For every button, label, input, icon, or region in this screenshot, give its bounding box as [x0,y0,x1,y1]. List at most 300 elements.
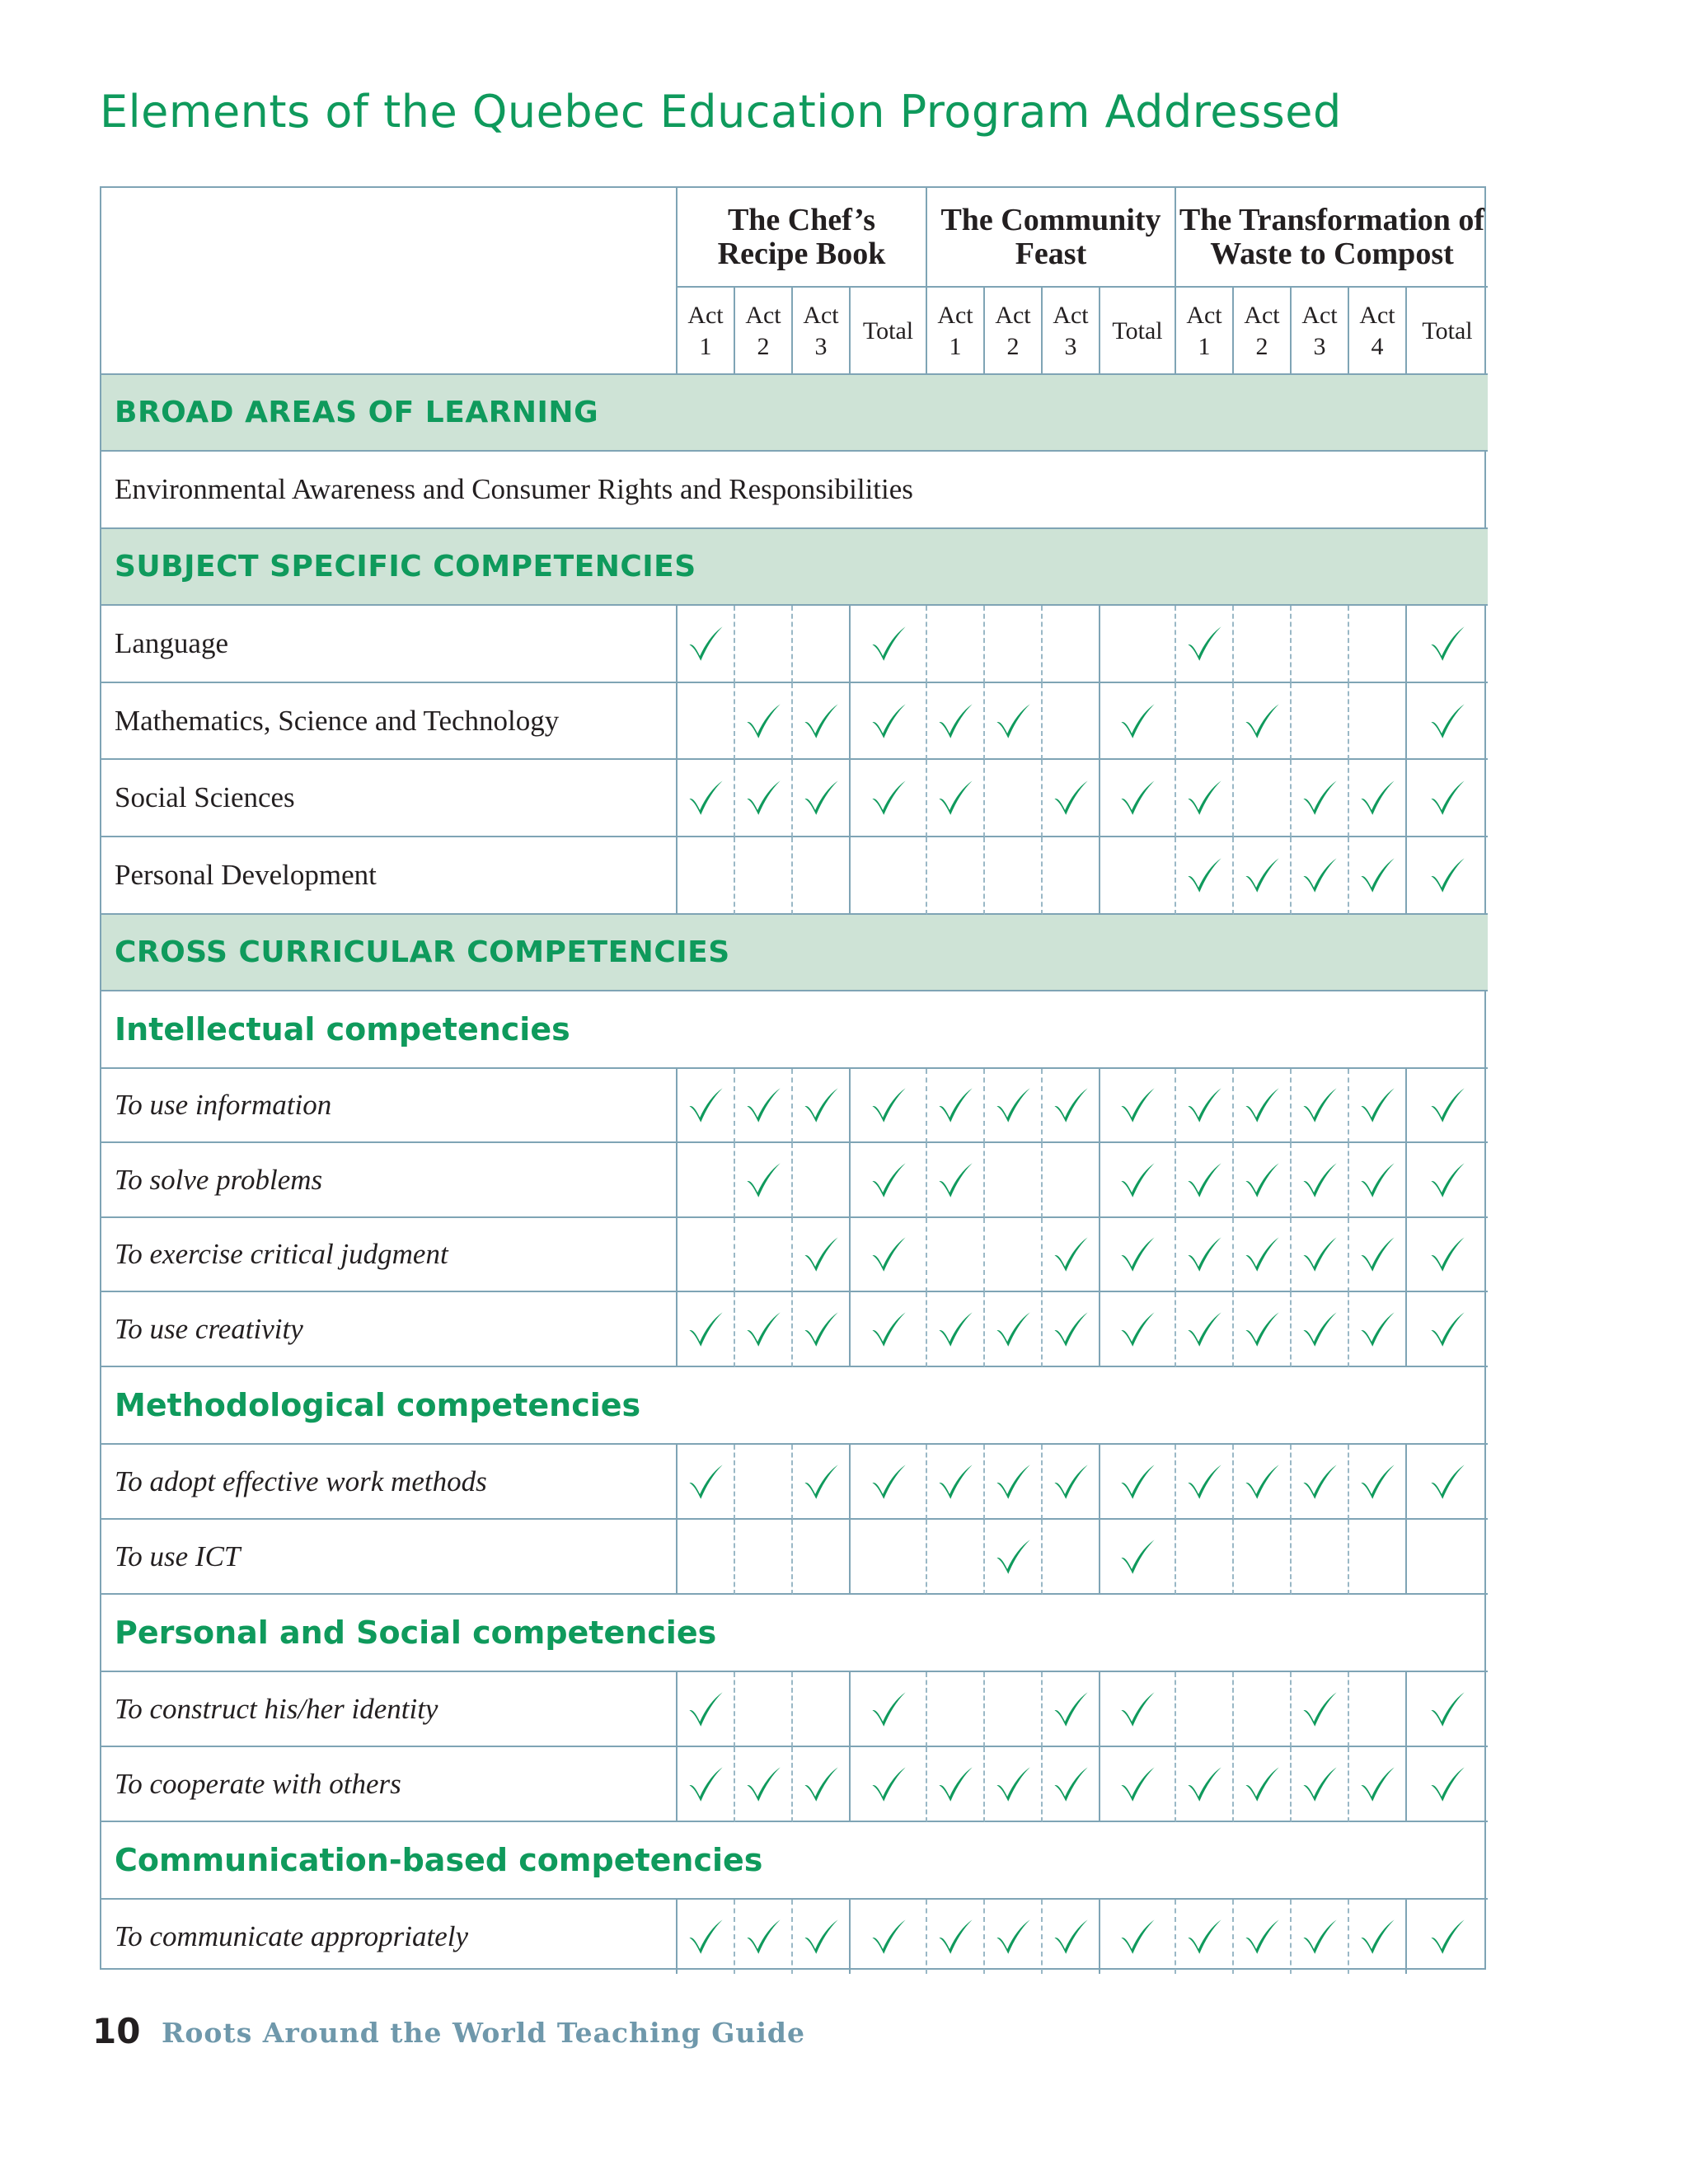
activity-column-label-line: Act [995,302,1031,329]
check-cell [678,1292,735,1367]
checkmark-icon [1243,1086,1281,1124]
checkmark-icon [1358,1235,1396,1273]
competency-category: Methodological competencies [101,1367,1488,1445]
check-cell [851,1520,927,1595]
row-label: Language [101,606,678,683]
check-cell [793,1747,851,1822]
checkmark-icon [1358,1310,1396,1348]
check-cell [1349,1900,1407,1974]
checkmark-icon [1185,1310,1223,1348]
row-label: Social Sciences [101,760,678,837]
checkmark-icon [1358,1161,1396,1199]
activity-column-label-line: Act [1301,302,1338,329]
checkmark-icon [1301,1161,1339,1199]
check-cell [678,1900,735,1974]
checkmark-icon [1243,1463,1281,1501]
check-cell [927,1900,985,1974]
check-cell [985,1445,1043,1520]
check-cell [678,760,735,837]
check-cell [735,1445,793,1520]
check-cell [1100,1747,1176,1822]
activity-column-label-line: Act [803,302,839,329]
check-cell [1407,1143,1488,1218]
check-cell [851,1218,927,1292]
checkmark-icon [1428,1235,1466,1273]
check-cell [1292,1292,1349,1367]
competency-category: Personal and Social competencies [101,1595,1488,1672]
check-cell [678,1069,735,1143]
checkmark-icon [1243,1918,1281,1956]
check-cell [678,1143,735,1218]
check-cell [1100,606,1176,683]
checkmark-icon [994,1463,1032,1501]
checkmark-icon [802,1086,840,1124]
checkmark-icon [802,1235,840,1273]
checkmark-icon [744,1161,782,1199]
check-cell [1043,683,1100,760]
check-cell [1100,1143,1176,1218]
check-cell [927,837,985,915]
checkmark-icon [1301,1235,1339,1273]
check-cell [1292,1520,1349,1595]
activity-column-label [1186,300,1221,363]
check-cell [678,1747,735,1822]
checkmark-icon [1185,1463,1223,1501]
check-cell [1407,683,1488,760]
check-cell [1234,1143,1292,1218]
checkmark-icon [1118,702,1156,740]
activity-column-label-line: 3 [814,333,828,360]
check-cell [1176,1069,1234,1143]
row-label: To communicate appropriately [101,1900,678,1974]
checkmark-icon [1301,1918,1339,1956]
activity-column-label-line: Total [1112,317,1163,344]
activity-column-label-line: Total [862,317,914,344]
check-cell [735,1747,793,1822]
check-cell [985,1672,1043,1747]
check-cell [735,1672,793,1747]
activity-column-label-line: Act [687,302,724,329]
check-cell [1407,606,1488,683]
checkmark-icon [936,1765,974,1803]
activity-column-label-line: Act [745,302,781,329]
checkmark-icon [936,779,974,817]
activity-group-header [1176,188,1488,288]
row-label: To construct his/her identity [101,1672,678,1747]
checkmark-icon [687,1690,724,1728]
activity-column-header [1349,288,1407,375]
checkmark-icon [870,1161,907,1199]
checkmark-icon [1052,1918,1090,1956]
activity-group-title [718,204,886,271]
checkmark-icon [744,779,782,817]
check-cell [1100,1445,1176,1520]
checkmark-icon [870,1918,907,1956]
row-label: To use information [101,1069,678,1143]
checkmark-icon [994,1918,1032,1956]
check-cell [793,1900,851,1974]
checkmark-icon [1243,856,1281,894]
checkmark-icon [687,1918,724,1956]
check-cell [851,1143,927,1218]
check-cell [1407,1747,1488,1822]
check-cell [1234,1069,1292,1143]
check-cell [678,683,735,760]
check-cell [1407,1218,1488,1292]
check-cell [1043,1069,1100,1143]
check-cell [678,1672,735,1747]
checkmark-icon [1118,1086,1156,1124]
checkmark-icon [1118,1918,1156,1956]
checkmark-icon [1185,625,1223,663]
check-cell [793,1445,851,1520]
checkmark-icon [744,1086,782,1124]
check-cell [985,1900,1043,1974]
check-cell [1349,1672,1407,1747]
activity-column-header [851,288,927,375]
check-cell [1176,837,1234,915]
check-cell [1349,1143,1407,1218]
check-cell [793,1672,851,1747]
check-cell [1292,1900,1349,1974]
activity-column-label [745,300,781,363]
check-cell [985,760,1043,837]
section-band: CROSS CURRICULAR COMPETENCIES [101,915,1488,991]
checkmark-icon [1118,1235,1156,1273]
check-cell [927,1292,985,1367]
checkmark-icon [1428,1918,1466,1956]
check-cell [1234,1445,1292,1520]
checkmark-icon [1301,1765,1339,1803]
check-cell [735,1143,793,1218]
checkmark-icon [870,1235,907,1273]
row-label: To solve problems [101,1143,678,1218]
check-cell [1407,760,1488,837]
check-cell [1176,1900,1234,1974]
check-cell [1100,1672,1176,1747]
check-cell [1043,1292,1100,1367]
row-label: Environmental Awareness and Consumer Rights and Responsibilities [101,452,1488,529]
check-cell [793,1143,851,1218]
checkmark-icon [687,1765,724,1803]
check-cell [1292,1143,1349,1218]
check-cell [851,1747,927,1822]
checkmark-icon [994,1086,1032,1124]
check-cell [927,606,985,683]
checkmark-icon [687,625,724,663]
checkmark-icon [994,1538,1032,1576]
check-cell [1043,760,1100,837]
check-cell [1349,606,1407,683]
check-cell [851,1445,927,1520]
check-cell [1234,606,1292,683]
check-cell [985,1292,1043,1367]
check-cell [1292,1672,1349,1747]
check-cell [1176,1445,1234,1520]
check-cell [1234,683,1292,760]
activity-column-header [927,288,985,375]
check-cell [927,1069,985,1143]
checkmark-icon [744,1765,782,1803]
row-label: To exercise critical judgment [101,1218,678,1292]
check-cell [1349,760,1407,837]
activity-group-header [927,188,1176,288]
checkmark-icon [687,1463,724,1501]
activity-group-title-line: Recipe Book [717,236,886,271]
row-label: Personal Development [101,837,678,915]
activity-column-label-line: 1 [949,333,962,360]
activity-column-label-line: Act [1244,302,1280,329]
activity-column-header [1176,288,1234,375]
check-cell [851,1672,927,1747]
check-cell [927,1143,985,1218]
checkmark-icon [1052,1690,1090,1728]
check-cell [1349,683,1407,760]
check-cell [1349,1292,1407,1367]
check-cell [735,837,793,915]
checkmark-icon [802,1310,840,1348]
activity-group-title-line: Feast [1015,236,1087,271]
check-cell [927,760,985,837]
check-cell [851,1900,927,1974]
check-cell [793,1218,851,1292]
activity-column-label [687,300,723,363]
check-cell [985,837,1043,915]
activity-column-label [863,316,913,347]
check-cell [1043,1218,1100,1292]
checkmark-icon [1185,1765,1223,1803]
checkmark-icon [936,702,974,740]
activity-column-label-line: 3 [1064,333,1077,360]
check-cell [1176,1292,1234,1367]
activity-group-title [940,204,1160,271]
row-label: To use creativity [101,1292,678,1367]
check-cell [1407,1292,1488,1367]
checkmark-icon [1428,1161,1466,1199]
checkmark-icon [1428,702,1466,740]
row-label: To use ICT [101,1520,678,1595]
checkmark-icon [1358,1086,1396,1124]
checkmark-icon [870,702,907,740]
check-cell [735,760,793,837]
check-cell [1349,837,1407,915]
activity-column-label-line: 1 [1198,333,1211,360]
checkmark-icon [1185,856,1223,894]
checkmark-icon [1185,1086,1223,1124]
check-cell [1292,606,1349,683]
checkmark-icon [1185,1235,1223,1273]
checkmark-icon [1052,779,1090,817]
activity-column-label-line: Act [937,302,973,329]
checkmark-icon [1301,1086,1339,1124]
check-cell [735,606,793,683]
activity-column-label [1422,316,1472,347]
check-cell [1234,1747,1292,1822]
checkmark-icon [1301,856,1339,894]
checkmark-icon [1428,1690,1466,1728]
checkmark-icon [1358,779,1396,817]
checkmark-icon [1301,1463,1339,1501]
activity-column-label [1359,300,1395,363]
check-cell [793,837,851,915]
checkmark-icon [802,702,840,740]
check-cell [985,1143,1043,1218]
check-cell [1100,683,1176,760]
activity-column-label-line: 4 [1371,333,1384,360]
checkmark-icon [994,1765,1032,1803]
checkmark-icon [1052,1463,1090,1501]
checkmark-icon [870,1765,907,1803]
check-cell [1100,760,1176,837]
check-cell [1043,1445,1100,1520]
page-number: 10 [92,2011,141,2051]
checkmark-icon [1243,1235,1281,1273]
checkmark-icon [1428,779,1466,817]
activity-column-header [735,288,793,375]
activity-column-label [1112,316,1162,347]
check-cell [1176,1520,1234,1595]
check-cell [927,1520,985,1595]
checkmark-icon [1428,1086,1466,1124]
check-cell [1407,1445,1488,1520]
check-cell [851,1069,927,1143]
activity-column-label-line: Act [1359,302,1395,329]
checkmark-icon [1052,1765,1090,1803]
activity-column-header [1292,288,1349,375]
check-cell [927,1747,985,1822]
check-cell [1043,1672,1100,1747]
activity-column-label [937,300,973,363]
checkmark-icon [1243,702,1281,740]
activity-group-title [1179,204,1484,271]
activity-column-label-line: Total [1422,317,1473,344]
activity-group-title-line: The Chef’s [727,202,876,237]
checkmark-icon [1358,1765,1396,1803]
checkmark-icon [1118,779,1156,817]
check-cell [1234,837,1292,915]
check-cell [1043,1520,1100,1595]
row-label: Mathematics, Science and Technology [101,683,678,760]
activity-column-label [803,300,838,363]
checkmark-icon [870,1463,907,1501]
check-cell [1234,1292,1292,1367]
competency-category: Intellectual competencies [101,991,1488,1069]
activity-column-label-line: 3 [1313,333,1326,360]
checkmark-icon [870,779,907,817]
check-cell [985,1069,1043,1143]
checkmark-icon [936,1086,974,1124]
checkmark-icon [870,625,907,663]
check-cell [1292,1069,1349,1143]
check-cell [851,837,927,915]
checkmark-icon [936,1918,974,1956]
activity-group-title-line: The Transformation of [1179,202,1485,237]
activity-group-header [678,188,927,288]
check-cell [927,683,985,760]
check-cell [793,1069,851,1143]
check-cell [678,1218,735,1292]
check-cell [1100,1520,1176,1595]
check-cell [1100,1218,1176,1292]
section-band: BROAD AREAS OF LEARNING [101,375,1488,452]
section-band: SUBJECT SPECIFIC COMPETENCIES [101,529,1488,606]
checkmark-icon [870,1690,907,1728]
activity-column-header [985,288,1043,375]
checkmark-icon [802,1918,840,1956]
activity-column-label-line: 2 [1255,333,1268,360]
footer-title: Roots Around the World Teaching Guide [162,2017,805,2049]
checkmark-icon [1301,1690,1339,1728]
check-cell [985,1747,1043,1822]
check-cell [793,1520,851,1595]
check-cell [735,1292,793,1367]
check-cell [735,1900,793,1974]
checkmark-icon [1428,1310,1466,1348]
checkmark-icon [1243,1161,1281,1199]
check-cell [1100,1069,1176,1143]
checkmark-icon [1358,1918,1396,1956]
checkmark-icon [687,1086,724,1124]
check-cell [1349,1747,1407,1822]
check-cell [1292,1445,1349,1520]
competency-category: Communication-based competencies [101,1822,1488,1900]
row-label: To adopt effective work methods [101,1445,678,1520]
check-cell [678,1520,735,1595]
check-cell [1349,1520,1407,1595]
check-cell [1043,1143,1100,1218]
check-cell [1407,837,1488,915]
check-cell [1292,683,1349,760]
activity-column-label-line: Act [1053,302,1089,329]
activity-column-header [793,288,851,375]
check-cell [927,1218,985,1292]
check-cell [793,760,851,837]
check-cell [678,837,735,915]
activity-column-label [995,300,1030,363]
checkmark-icon [744,1918,782,1956]
check-cell [1292,1218,1349,1292]
activity-column-header [1043,288,1100,375]
check-cell [1100,837,1176,915]
checkmark-icon [687,779,724,817]
checkmark-icon [802,779,840,817]
activity-column-header [678,288,735,375]
checkmark-icon [1185,779,1223,817]
checkmark-icon [1118,1463,1156,1501]
competencies-table [100,186,1486,1970]
activity-column-label-line: 2 [757,333,770,360]
check-cell [793,683,851,760]
activity-column-label-line: 1 [699,333,712,360]
checkmark-icon [1118,1765,1156,1803]
activity-column-label [1053,300,1088,363]
page-title: Elements of the Quebec Education Program Addressed [100,86,1342,138]
checkmark-icon [1243,1310,1281,1348]
check-cell [1407,1900,1488,1974]
checkmark-icon [994,702,1032,740]
check-cell [1176,1747,1234,1822]
checkmark-icon [870,1086,907,1124]
activity-group-title-line: The Community [940,202,1161,237]
check-cell [985,683,1043,760]
checkmark-icon [687,1310,724,1348]
checkmark-icon [1118,1161,1156,1199]
activity-column-label [1301,300,1337,363]
activity-group-title-line: Waste to Compost [1210,236,1454,271]
check-cell [927,1445,985,1520]
check-cell [1176,760,1234,837]
check-cell [985,1218,1043,1292]
